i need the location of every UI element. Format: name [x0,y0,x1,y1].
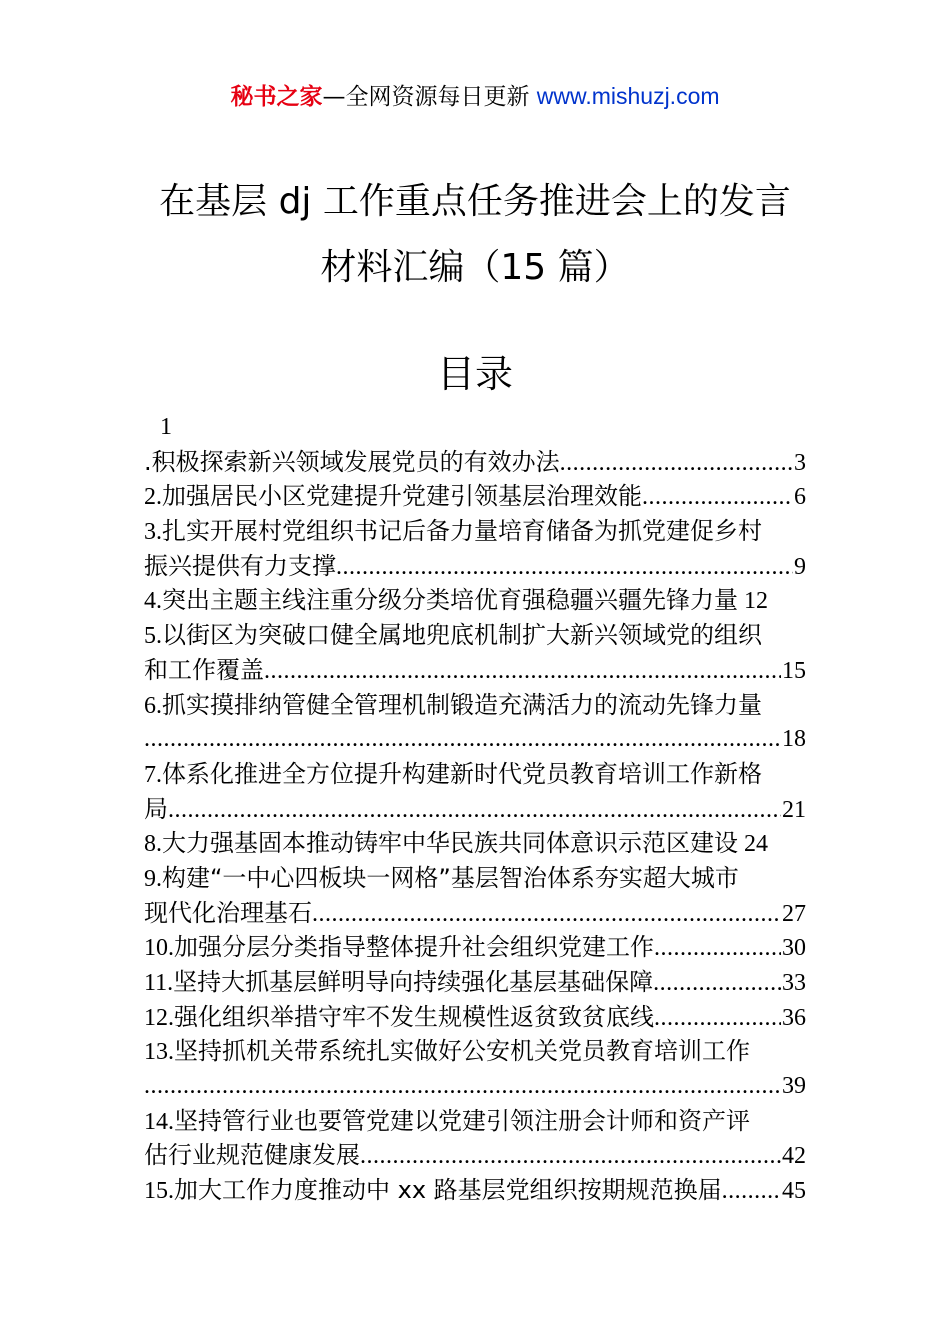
toc-item-number: 8. [144,831,162,858]
toc-item[interactable] [144,757,806,792]
toc-item-page: 30 [782,935,806,962]
toc-item-number: 12. [144,1004,174,1031]
toc-item-continuation[interactable] [144,792,806,827]
toc-item-page: 15 [782,657,806,684]
toc-item[interactable] [144,445,806,480]
toc-heading: 目录 [436,352,513,396]
toc-item-page: 39 [782,1073,806,1100]
table-of-contents [144,410,806,1208]
toc-item-page: 33 [782,970,806,996]
toc-item-title: 局 [144,794,168,823]
toc-item-number: 6. [144,692,162,719]
toc-item-title: .积极探索新兴领域发展党员的有效办法 [144,447,560,476]
brand-name: 秘书之家 [230,84,323,110]
toc-item[interactable] [144,479,806,514]
toc-item-title: 坚持管行业也要管党建以党建引领注册会计师和资产评 [174,1106,750,1135]
toc-item-title: 构建“一中心四板块一网格”基层智治体系夯实超大城市 [162,863,739,892]
toc-item-title: 振兴提供有力支撑 [144,551,336,580]
leader-dots [264,654,781,688]
toc-item[interactable] [144,861,806,896]
toc-item-page: 36 [782,1004,806,1031]
toc-item-page: 21 [782,796,806,823]
toc-item[interactable] [144,1034,806,1069]
toc-item-number: 4. [144,588,162,615]
toc-item-page: 24 [744,831,768,858]
toc-item-title: 体系化推进全方位提升构建新时代党员教育培训工作新格 [162,759,762,788]
document-title-line-1: 在基层 dj 工作重点任务推进会上的发言 [159,181,791,222]
toc-item[interactable] [144,930,806,965]
toc-item-title: 加强居民小区党建提升党建引领基层治理效能 [162,482,642,511]
leader-dots [144,722,781,757]
leader-dots [654,1001,781,1035]
leader-dots [722,1174,781,1208]
toc-item-title: 扎实开展村党组织书记后备力量培育储备为抓党建促乡村 [162,517,762,546]
site-header [0,80,950,113]
toc-item-title: 加强分层分类指导整体提升社会组织党建工作 [174,933,654,962]
toc-item-number: 9. [144,865,162,892]
toc-item-number: 13. [144,1039,174,1066]
toc-item-title: 加大工作力度推动中 xx 路基层党组织按期规范换届 [174,1176,722,1205]
toc-item-title: 以街区为突破口健全属地兜底机制扩大新兴领域党的组织 [162,621,762,650]
leader-dots [642,480,793,514]
toc-item-page: 27 [782,900,806,927]
toc-item-title: 估行业规范健康发展 [144,1141,360,1170]
leader-dots [360,1139,781,1173]
toc-item-page: 45 [782,1178,806,1205]
toc-item-continuation[interactable] [144,722,806,757]
toc-item-title: 坚持抓机关带系统扎实做好公安机关党员教育培训工作 [174,1037,750,1066]
toc-item-title: 现代化治理基石 [144,898,312,927]
toc-item[interactable] [144,688,806,723]
toc-item-page: 9 [794,553,806,580]
toc-item[interactable] [144,1104,806,1139]
toc-item-title: 强化组织举措守牢不发生规模性返贫致贫底线 [174,1002,654,1031]
toc-item-number: 3. [144,519,162,546]
toc-item-continuation[interactable] [144,1069,806,1104]
leader-dots [312,897,781,931]
leader-dots [560,446,793,480]
toc-item-continuation[interactable] [144,896,806,931]
toc-item[interactable] [144,514,806,549]
toc-item-continuation[interactable] [144,549,806,584]
toc-item-number: 1 [160,414,172,440]
toc-item[interactable] [144,826,806,861]
toc-item-title: 抓实摸排纳管健全管理机制锻造充满活力的流动先锋力量 [162,690,762,719]
toc-item[interactable] [144,965,806,1000]
toc-item[interactable] [144,1000,806,1035]
toc-item-number: 7. [144,761,162,788]
toc-item-title: 和工作覆盖 [144,655,264,684]
toc-item-number: 2. [144,484,162,511]
leader-dots [654,931,781,965]
toc-item-page: 42 [782,1143,806,1170]
leader-dots [168,793,781,827]
toc-item-page: 12 [744,588,768,615]
document-title-line-2: 材料汇编（15 篇） [320,247,630,288]
leader-dots [144,1069,781,1104]
header-tagline: —全网资源每日更新 [322,84,537,110]
toc-item-title: 大力强基固本推动铸牢中华民族共同体意识示范区建设 [162,829,738,858]
toc-item-continuation[interactable] [144,653,806,688]
toc-item-page: 18 [782,726,806,753]
toc-item-number: 15. [144,1178,174,1205]
toc-item-page: 3 [794,449,806,476]
toc-item-title: 突出主题主线注重分级分类培优育强稳疆兴疆先锋力量 [162,586,738,615]
toc-item-number: 14. [144,1108,174,1135]
toc-item-page: 6 [794,484,806,511]
leader-dots [336,550,793,584]
toc-item-continuation[interactable] [144,1138,806,1173]
site-url-link[interactable]: www.mishuzj.com [536,83,720,109]
leader-dots [653,966,781,1000]
toc-item-number: 10. [144,935,174,962]
toc-item-number: 5. [144,623,162,650]
toc-item-number: 11. [144,970,174,996]
toc-item[interactable] [144,583,806,618]
toc-item-title: 坚持大抓基层鲜明导向持续强化基层基础保障 [173,968,654,996]
toc-item[interactable] [144,618,806,653]
toc-item[interactable] [144,1173,806,1208]
